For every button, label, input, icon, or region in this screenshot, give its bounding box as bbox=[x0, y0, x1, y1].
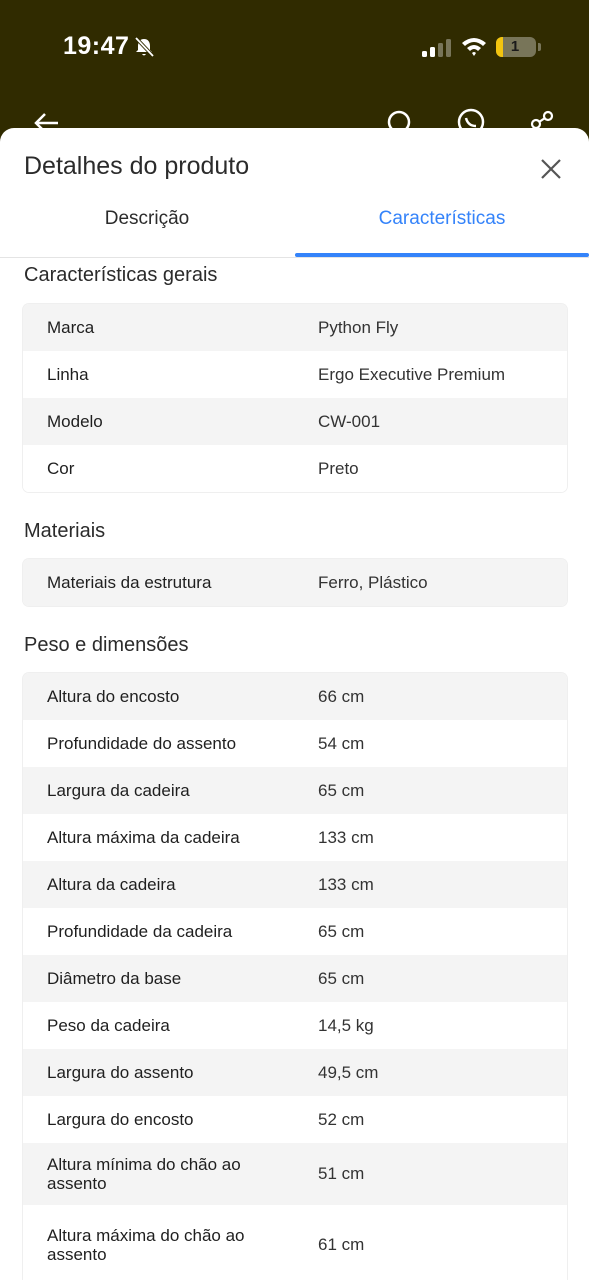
table-row bbox=[23, 445, 567, 492]
row-value: 65 cm bbox=[318, 968, 365, 988]
row-label: Altura do encosto bbox=[47, 687, 180, 706]
bell-slash-icon bbox=[133, 36, 155, 58]
table-row bbox=[23, 861, 567, 908]
table-row bbox=[23, 908, 567, 955]
row-label: Largura da cadeira bbox=[47, 781, 190, 800]
tab-bar bbox=[0, 198, 589, 258]
row-value: Ferro, Plástico bbox=[318, 572, 428, 592]
row-value: Python Fly bbox=[318, 317, 399, 337]
table-row bbox=[23, 767, 567, 814]
row-label: Largura do encosto bbox=[47, 1110, 194, 1129]
section-title-caracteristicas-gerais: Características gerais bbox=[24, 264, 218, 286]
section-title-peso-dimensoes: Peso e dimensões bbox=[24, 634, 189, 656]
table-row bbox=[23, 1002, 567, 1049]
battery-icon bbox=[496, 37, 536, 57]
table-row bbox=[23, 1205, 567, 1280]
row-label: Altura da cadeira bbox=[47, 875, 176, 894]
row-label: Altura mínima do chão ao assento bbox=[47, 1155, 241, 1193]
status-time: 19:47 bbox=[63, 32, 130, 60]
specs-table-general bbox=[23, 304, 567, 492]
signal-icon bbox=[420, 37, 452, 59]
table-row bbox=[23, 559, 567, 606]
table-row bbox=[23, 1143, 567, 1205]
row-label: Linha bbox=[47, 365, 89, 384]
tab-caracteristicas[interactable]: Características bbox=[378, 208, 506, 229]
row-label: Profundidade do assento bbox=[47, 734, 237, 753]
sheet-title: Detalhes do produto bbox=[24, 152, 250, 180]
specs-table-materials bbox=[23, 559, 567, 606]
row-label: Largura do assento bbox=[47, 1063, 194, 1082]
row-value: 133 cm bbox=[318, 827, 374, 847]
row-value: 52 cm bbox=[318, 1109, 365, 1129]
row-value: 65 cm bbox=[318, 921, 365, 941]
row-value: 51 cm bbox=[318, 1164, 365, 1183]
table-row bbox=[23, 1096, 567, 1143]
row-value: 65 cm bbox=[318, 780, 365, 800]
wifi-icon bbox=[461, 36, 487, 58]
table-row bbox=[23, 814, 567, 861]
row-label: Cor bbox=[47, 459, 75, 478]
row-label: Peso da cadeira bbox=[47, 1016, 170, 1035]
battery-text: 1 bbox=[510, 38, 520, 55]
specs-table-dimensions bbox=[23, 673, 567, 1280]
row-label: Modelo bbox=[47, 412, 103, 431]
row-value: 133 cm bbox=[318, 874, 374, 894]
section-title-materiais: Materiais bbox=[24, 520, 106, 542]
table-row bbox=[23, 720, 567, 767]
product-details-sheet bbox=[0, 128, 589, 1280]
table-row bbox=[23, 351, 567, 398]
row-label: Diâmetro da base bbox=[47, 969, 182, 988]
row-label: Marca bbox=[47, 318, 95, 337]
row-value: CW-001 bbox=[318, 411, 381, 431]
row-value: 61 cm bbox=[318, 1235, 365, 1254]
row-label: Materiais da estrutura bbox=[47, 573, 212, 592]
tab-descricao[interactable]: Descrição bbox=[104, 208, 190, 229]
table-row bbox=[23, 304, 567, 351]
row-value: Ergo Executive Premium bbox=[318, 364, 506, 384]
close-icon[interactable] bbox=[536, 154, 566, 184]
table-row bbox=[23, 673, 567, 720]
table-row bbox=[23, 1049, 567, 1096]
row-value: 49,5 cm bbox=[318, 1062, 379, 1082]
row-value: 66 cm bbox=[318, 686, 365, 706]
row-value: 54 cm bbox=[318, 733, 365, 753]
row-value: 14,5 kg bbox=[318, 1015, 374, 1035]
status-bar bbox=[0, 0, 589, 95]
battery-cap bbox=[538, 43, 541, 51]
active-tab-indicator bbox=[295, 253, 589, 257]
row-label: Altura máxima da cadeira bbox=[47, 828, 240, 847]
table-row bbox=[23, 398, 567, 445]
row-value: Preto bbox=[318, 458, 359, 478]
row-label: Altura máxima do chão ao assento bbox=[47, 1226, 245, 1264]
row-label: Profundidade da cadeira bbox=[47, 922, 233, 941]
table-row bbox=[23, 955, 567, 1002]
